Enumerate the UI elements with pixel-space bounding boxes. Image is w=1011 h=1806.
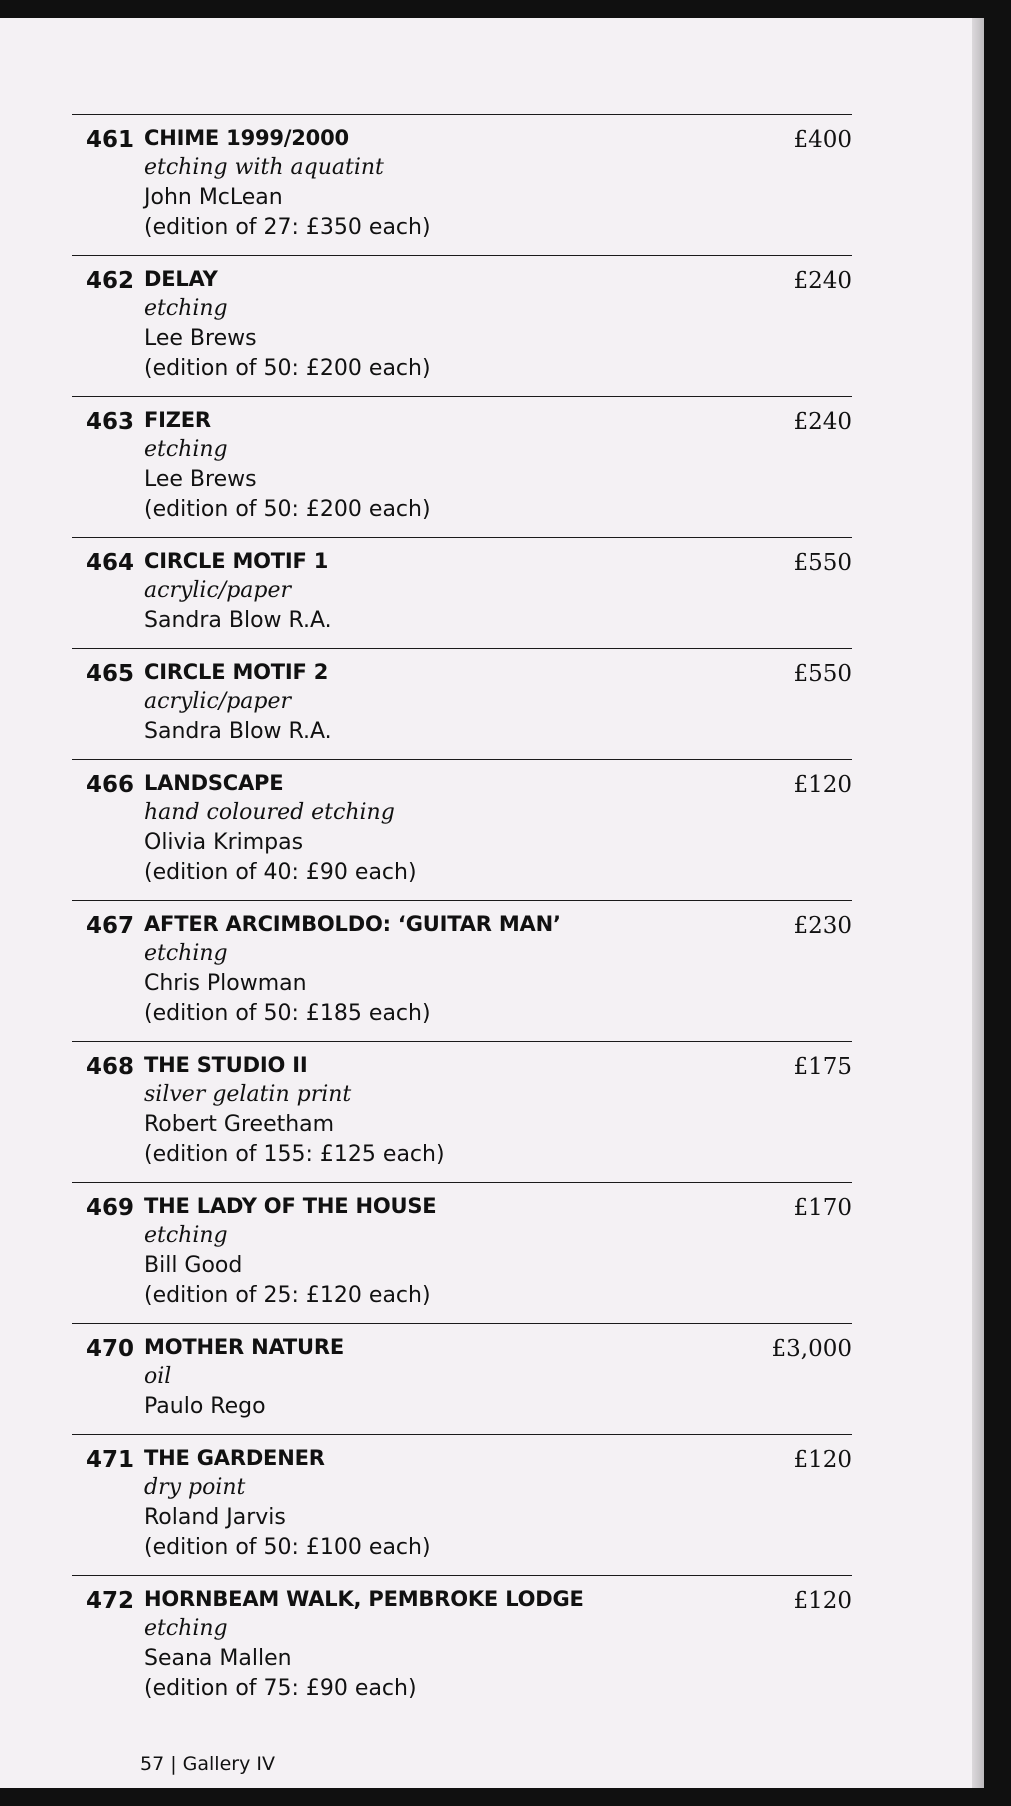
catalogue-entry [72,255,852,396]
lot-number: 467 [85,913,134,939]
lot-number: 468 [85,1054,134,1080]
artist-name: Chris Plowman [144,971,307,996]
work-medium: oil [144,1364,172,1389]
work-title: CIRCLE MOTIF 2 [144,660,329,684]
artist-name: Roland Jarvis [144,1505,286,1530]
artist-name: Robert Greetham [144,1112,335,1137]
catalogue-entry [72,1434,852,1575]
catalogue-entry [72,900,852,1041]
price: £550 [793,550,852,576]
artist-name: John McLean [144,185,283,210]
work-medium: etching with aquatint [144,155,384,180]
edition-info: (edition of 50: £100 each) [144,1535,431,1560]
lot-number: 466 [85,772,134,798]
price: £400 [793,127,852,153]
artist-name: Paulo Rego [144,1394,266,1419]
price: £240 [793,268,852,294]
edition-info: (edition of 75: £90 each) [144,1676,417,1701]
lot-number: 465 [85,661,134,687]
price: £170 [793,1195,852,1221]
work-title: THE STUDIO II [144,1053,308,1077]
artist-name: Sandra Blow R.A. [144,719,332,744]
price: £120 [793,772,852,798]
work-title: MOTHER NATURE [144,1335,344,1359]
work-medium: acrylic/paper [144,689,292,714]
page-edge [972,18,984,1788]
edition-info: (edition of 155: £125 each) [144,1142,445,1167]
price: £120 [793,1447,852,1473]
price: £240 [793,409,852,435]
catalogue-entry [72,1041,852,1182]
work-medium: etching [144,1616,228,1641]
artist-name: Bill Good [144,1253,243,1278]
work-title: LANDSCAPE [144,771,284,795]
artist-name: Lee Brews [144,467,257,492]
catalogue-entry [72,396,852,537]
catalogue-list [72,114,852,1716]
catalogue-entry [72,537,852,648]
work-medium: hand coloured etching [144,800,395,825]
price: £230 [793,913,852,939]
work-title: AFTER ARCIMBOLDO: ‘GUITAR MAN’ [144,912,561,936]
artist-name: Sandra Blow R.A. [144,608,332,633]
artist-name: Lee Brews [144,326,257,351]
lot-number: 464 [85,550,134,576]
edition-info: (edition of 50: £200 each) [144,497,431,522]
work-medium: etching [144,941,228,966]
catalogue-entry [72,114,852,255]
work-medium: etching [144,296,228,321]
work-title: CHIME 1999/2000 [144,126,349,150]
catalogue-entry [72,759,852,900]
catalogue-entry [72,1323,852,1434]
price: £175 [793,1054,852,1080]
work-title: FIZER [144,408,211,432]
work-medium: silver gelatin print [144,1082,352,1107]
work-medium: acrylic/paper [144,578,292,603]
catalogue-entry [72,1575,852,1716]
work-title: THE GARDENER [144,1446,325,1470]
catalogue-entry [72,1182,852,1323]
lot-number: 469 [85,1195,134,1221]
work-medium: etching [144,437,228,462]
artist-name: Seana Mallen [144,1646,292,1671]
page-footer: 57 | Gallery IV [140,1753,275,1775]
edition-info: (edition of 25: £120 each) [144,1283,431,1308]
lot-number: 461 [85,127,134,153]
lot-number: 470 [85,1336,134,1362]
lot-number: 472 [85,1588,134,1614]
price: £3,000 [771,1336,852,1362]
catalogue-entry [72,648,852,759]
lot-number: 463 [85,409,134,435]
edition-info: (edition of 50: £185 each) [144,1001,431,1026]
work-medium: dry point [144,1475,246,1500]
work-title: THE LADY OF THE HOUSE [144,1194,437,1218]
lot-number: 462 [85,268,134,294]
catalogue-page [0,18,982,1788]
work-title: HORNBEAM WALK, PEMBROKE LODGE [144,1587,584,1611]
edition-info: (edition of 40: £90 each) [144,860,417,885]
work-title: CIRCLE MOTIF 1 [144,549,329,573]
edition-info: (edition of 27: £350 each) [144,215,431,240]
work-medium: etching [144,1223,228,1248]
price: £550 [793,661,852,687]
price: £120 [793,1588,852,1614]
artist-name: Olivia Krimpas [144,830,304,855]
lot-number: 471 [85,1447,134,1473]
edition-info: (edition of 50: £200 each) [144,356,431,381]
work-title: DELAY [144,267,218,291]
